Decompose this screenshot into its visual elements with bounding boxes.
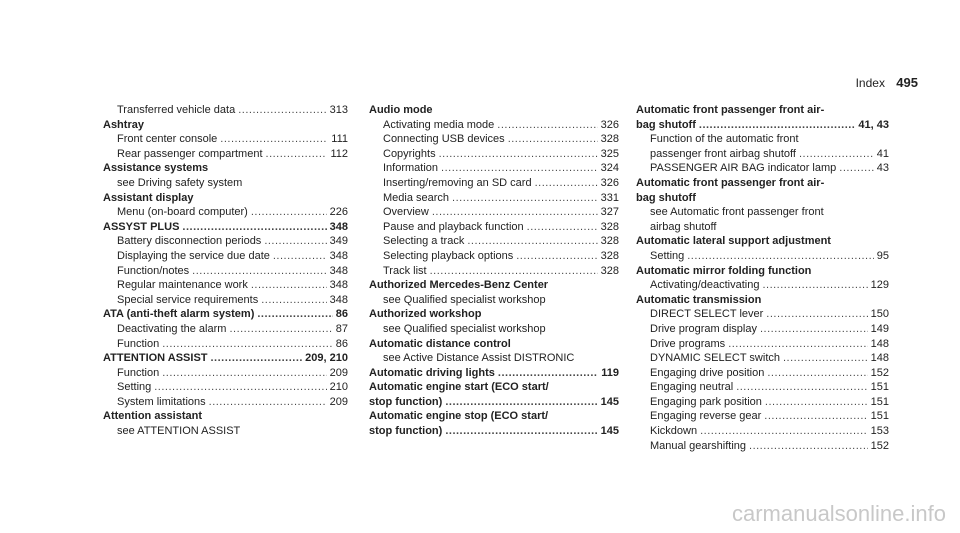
index-subentry (636, 161, 889, 176)
leader-dots (445, 424, 597, 439)
index-entry (369, 395, 619, 410)
index-subentry (636, 424, 889, 439)
entry-text: Automatic front passenger front air- (636, 176, 825, 189)
leader-dots (799, 147, 874, 162)
entry-text: System limitations (117, 395, 206, 408)
leader-dots (783, 351, 868, 366)
index-entry (369, 103, 619, 118)
index-subentry (636, 322, 889, 337)
index-subentry (369, 249, 619, 264)
entry-text: Activating/deactivating (650, 279, 760, 292)
leader-dots (445, 395, 597, 410)
leader-dots (736, 380, 867, 395)
index-subentry (636, 439, 889, 454)
entry-text: Automatic mirror folding function (636, 264, 812, 277)
index-subentry (636, 351, 889, 366)
index-entry (369, 409, 619, 424)
entry-text: Deactivating the alarm (117, 322, 227, 335)
entry-text: Engaging neutral (650, 381, 734, 394)
leader-dots (766, 307, 867, 322)
index-subentry (369, 191, 619, 206)
page-reference: 226 (329, 206, 348, 219)
page-reference: 112 (330, 147, 348, 160)
index-entry (369, 307, 619, 322)
index-subentry (103, 264, 348, 279)
page-reference: 87 (335, 322, 348, 335)
page-reference: 145 (600, 425, 619, 438)
leader-dots (762, 278, 867, 293)
cross-reference: see Automatic front passenger front (650, 206, 824, 219)
leader-dots (516, 249, 597, 264)
entry-text: Pause and playback function (383, 220, 524, 233)
entry-text: Kickdown (650, 425, 698, 438)
leader-dots (220, 132, 328, 147)
leader-dots (497, 118, 597, 133)
entry-text: Menu (on-board computer) (117, 206, 248, 219)
page-reference: 348 (329, 293, 348, 306)
entry-text: Activating media mode (383, 118, 495, 131)
leader-dots (498, 366, 598, 381)
index-entry (369, 337, 619, 352)
index-entry (103, 409, 348, 424)
entry-text: Automatic distance control (369, 337, 511, 350)
leader-dots (760, 322, 868, 337)
entry-text: Attention assistant (103, 410, 203, 423)
cross-reference: see Qualified specialist workshop (383, 293, 546, 306)
entry-text: stop function) (369, 425, 443, 438)
entry-text: Copyrights (383, 147, 436, 160)
leader-dots (749, 439, 868, 454)
leader-dots (162, 366, 326, 381)
index-entry (636, 176, 889, 191)
index-subentry (103, 249, 348, 264)
leader-dots (162, 337, 333, 352)
index-entry (636, 264, 889, 279)
leader-dots (251, 205, 327, 220)
entry-text: ATA (anti-theft alarm system) (103, 308, 255, 321)
page-reference: 151 (870, 410, 889, 423)
index-subentry (103, 322, 348, 337)
index-subentry (636, 249, 889, 264)
entry-text: Automatic driving lights (369, 366, 495, 379)
entry-text: Authorized Mercedes-Benz Center (369, 279, 549, 292)
leader-dots (261, 293, 326, 308)
index-subentry (369, 264, 619, 279)
entry-text: Function/notes (117, 264, 190, 277)
leader-dots (238, 103, 326, 118)
page-reference: 326 (600, 118, 619, 131)
leader-dots (229, 322, 332, 337)
index-subentry (369, 205, 619, 220)
page-reference: 43 (876, 162, 889, 175)
index-subentry (369, 220, 619, 235)
index-subentry (636, 380, 889, 395)
cross-reference: see Qualified specialist workshop (383, 322, 546, 335)
entry-text: DIRECT SELECT lever (650, 308, 764, 321)
leader-dots (441, 161, 598, 176)
leader-dots (535, 176, 598, 191)
index-subentry (103, 293, 348, 308)
index-subentry (103, 337, 348, 352)
leader-dots (192, 264, 326, 279)
leader-dots (839, 161, 873, 176)
leader-dots (765, 395, 868, 410)
entry-text: bag shutoff (636, 191, 696, 204)
page-reference: 153 (870, 425, 889, 438)
leader-dots (251, 278, 327, 293)
page-reference: 328 (600, 220, 619, 233)
index-subentry (636, 337, 889, 352)
index-subentry (103, 234, 348, 249)
entry-text: Transferred vehicle data (117, 104, 236, 116)
entry-text: Displaying the service due date (117, 249, 270, 262)
index-entry (103, 307, 348, 322)
index-subentry (636, 278, 889, 293)
index-subentry (636, 147, 889, 162)
leader-dots (439, 147, 598, 162)
index-subentry (103, 278, 348, 293)
index-subentry (103, 147, 348, 162)
page-reference: 349 (329, 235, 348, 248)
index-entry (103, 161, 348, 176)
leader-dots (508, 132, 598, 147)
entry-text: Automatic transmission (636, 293, 762, 306)
entry-text: Setting (650, 249, 685, 262)
page-reference: 41 (876, 147, 889, 160)
entry-text: Automatic lateral support adjustment (636, 235, 831, 248)
page-reference: 210 (329, 381, 348, 394)
page-reference: 348 (329, 279, 348, 292)
leader-dots (211, 351, 303, 366)
index-subentry (103, 205, 348, 220)
page-reference: 328 (600, 235, 619, 248)
page-reference: 152 (870, 439, 889, 452)
leader-dots (467, 234, 597, 249)
entry-text: Engaging park position (650, 395, 762, 408)
index-subentry (636, 366, 889, 381)
entry-text: Automatic front passenger front air- (636, 104, 825, 116)
entry-text: Special service requirements (117, 293, 259, 306)
index-entry (636, 191, 889, 206)
entry-text: passenger front airbag shutoff (650, 147, 796, 160)
index-subentry (103, 395, 348, 410)
entry-text: stop function) (369, 395, 443, 408)
entry-text: Engaging drive position (650, 366, 765, 379)
page-reference: 325 (600, 147, 619, 160)
page-reference: 209 (329, 366, 348, 379)
entry-text: Information (383, 162, 439, 175)
entry-text: Selecting a track (383, 235, 465, 248)
entry-text: ATTENTION ASSIST (103, 352, 208, 365)
index-entry (103, 351, 348, 366)
page-reference: 209, 210 (305, 352, 348, 365)
page-reference: 328 (600, 249, 619, 262)
leader-dots (273, 249, 327, 264)
index-subentry (369, 176, 619, 191)
index-subentry (636, 395, 889, 410)
entry-text: Drive program display (650, 322, 757, 335)
entry-text: Ashtray (103, 118, 144, 131)
entry-text: Engaging reverse gear (650, 410, 762, 423)
index-column-2 (369, 103, 619, 439)
index-subentry (103, 103, 348, 118)
page-reference: 151 (870, 395, 889, 408)
index-column-3 (636, 103, 889, 453)
index-entry (636, 118, 889, 133)
entry-text: Audio mode (369, 104, 433, 116)
leader-dots (257, 307, 332, 322)
index-subentry (103, 366, 348, 381)
page-reference: 149 (870, 322, 889, 335)
entry-text: Connecting USB devices (383, 133, 505, 146)
entry-text: Setting (117, 381, 152, 394)
index-subentry (103, 132, 348, 147)
entry-text: Automatic engine start (ECO start/ (369, 381, 549, 394)
leader-dots (728, 337, 867, 352)
leader-dots (209, 395, 327, 410)
index-entry (636, 234, 889, 249)
index-entry (369, 424, 619, 439)
entry-text: Track list (383, 264, 427, 277)
cross-reference: airbag shutoff (650, 220, 717, 233)
entry-text: Automatic engine stop (ECO start/ (369, 410, 549, 423)
leader-dots (430, 264, 598, 279)
entry-text: ASSYST PLUS (103, 220, 180, 233)
index-subentry (636, 132, 889, 147)
page-reference: 348 (329, 264, 348, 277)
entry-text: Function (117, 337, 160, 350)
page-reference: 148 (870, 352, 889, 365)
leader-dots (432, 205, 598, 220)
page-reference: 86 (335, 337, 348, 350)
page-reference: 348 (329, 220, 348, 233)
page-reference: 151 (870, 381, 889, 394)
page-reference: 331 (600, 191, 619, 204)
page-reference: 119 (601, 366, 619, 379)
page-reference: 326 (600, 176, 619, 189)
index-subentry (369, 132, 619, 147)
entry-text: Battery disconnection periods (117, 235, 262, 248)
index-subentry (369, 147, 619, 162)
page-reference: 348 (329, 249, 348, 262)
page-reference: 111 (331, 133, 348, 146)
leader-dots (700, 424, 868, 439)
page-header (856, 75, 918, 90)
page-reference: 324 (600, 162, 619, 175)
entry-text: Assistance systems (103, 162, 209, 175)
leader-dots (527, 220, 598, 235)
leader-dots (767, 366, 867, 381)
index-subentry (369, 161, 619, 176)
index-entry (103, 220, 348, 235)
page-reference: 327 (600, 206, 619, 219)
index-entry (369, 380, 619, 395)
leader-dots (266, 147, 328, 162)
cross-reference: see ATTENTION ASSIST (117, 425, 241, 438)
entry-text: Drive programs (650, 337, 726, 350)
entry-text: Rear passenger compartment (117, 147, 263, 160)
index-entry (103, 191, 348, 206)
cross-reference: see Active Distance Assist DISTRONIC (383, 352, 575, 365)
page-reference: 41, 43 (858, 118, 889, 131)
page-reference: 150 (870, 308, 889, 321)
cross-reference: see Driving safety system (117, 176, 243, 189)
page-reference: 328 (600, 264, 619, 277)
entry-text: Function of the automatic front (650, 133, 799, 146)
entry-text: Regular maintenance work (117, 279, 248, 292)
entry-text: Front center console (117, 133, 218, 146)
index-entry (636, 293, 889, 308)
page-reference: 152 (870, 366, 889, 379)
entry-text: Function (117, 366, 160, 379)
leader-dots (264, 234, 326, 249)
entry-text: DYNAMIC SELECT switch (650, 352, 780, 365)
page-reference: 209 (329, 395, 348, 408)
page-number: 495 (896, 75, 918, 90)
entry-text: Inserting/removing an SD card (383, 176, 532, 189)
section-title: Index (855, 76, 885, 90)
index-entry (369, 366, 619, 381)
index-subentry (103, 380, 348, 395)
index-subentry (636, 409, 889, 424)
leader-dots (699, 118, 856, 133)
index-subentry (369, 118, 619, 133)
index-subentry (636, 307, 889, 322)
page-reference: 148 (870, 337, 889, 350)
entry-text: Assistant display (103, 191, 194, 204)
entry-text: Authorized workshop (369, 308, 482, 321)
page-reference: 145 (600, 395, 619, 408)
page-reference: 95 (876, 249, 889, 262)
leader-dots (452, 191, 598, 206)
leader-dots (764, 409, 867, 424)
index-entry (103, 118, 348, 133)
entry-text: Overview (383, 206, 429, 219)
watermark: carmanualsonline.info (731, 501, 946, 526)
entry-text: PASSENGER AIR BAG indicator lamp (650, 162, 837, 175)
leader-dots (687, 249, 874, 264)
entry-text: Media search (383, 191, 450, 204)
leader-dots (154, 380, 326, 395)
page-reference: 129 (870, 279, 889, 292)
entry-text: Manual gearshifting (650, 439, 747, 452)
index-subentry (369, 234, 619, 249)
index-column-1 (103, 103, 348, 439)
page-reference: 86 (335, 308, 348, 321)
entry-text: Selecting playback options (383, 249, 514, 262)
leader-dots (182, 220, 326, 235)
index-entry (369, 278, 619, 293)
index-entry (636, 103, 889, 118)
page-reference: 313 (329, 104, 348, 116)
entry-text: bag shutoff (636, 118, 696, 131)
page-reference: 328 (600, 133, 619, 146)
